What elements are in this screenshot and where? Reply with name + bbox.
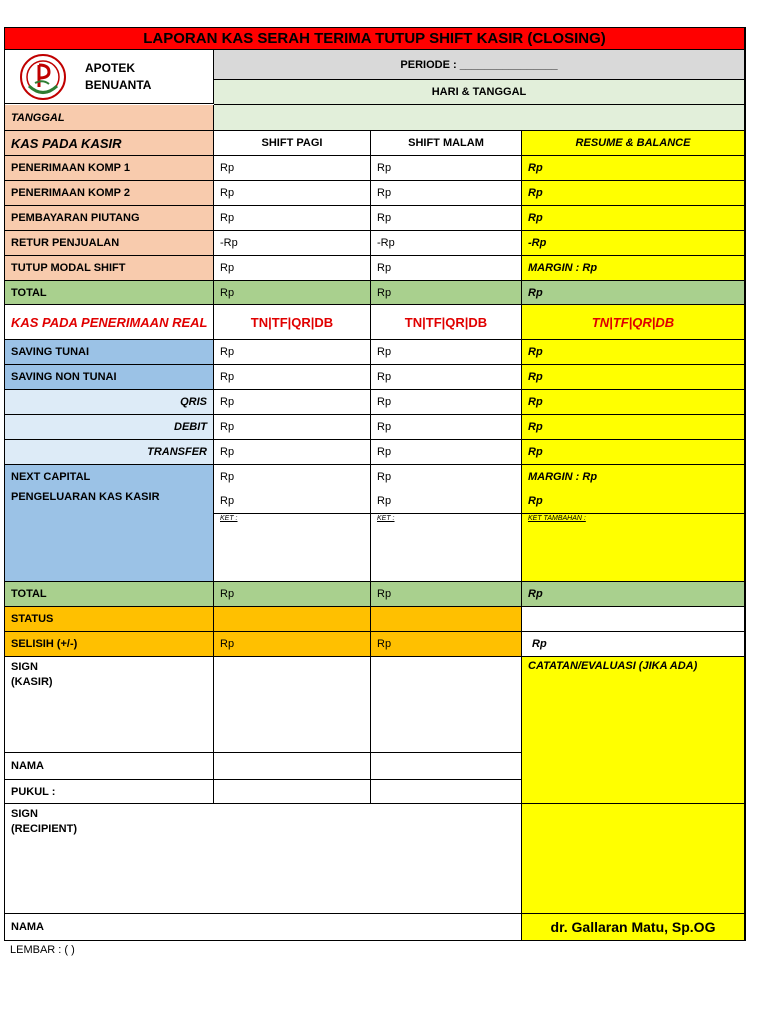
- sign-kasir-label: SIGN (KASIR): [5, 657, 214, 753]
- pengeluaran-label: PENGELUARAN KAS KASIR: [5, 488, 214, 582]
- nama-malam[interactable]: [371, 753, 522, 780]
- kas-row-resume[interactable]: MARGIN : Rp: [522, 256, 745, 281]
- kas-row-malam[interactable]: Rp: [371, 181, 522, 206]
- real-row-malam[interactable]: Rp: [371, 415, 522, 440]
- total2-pagi[interactable]: Rp: [214, 582, 371, 607]
- kas-row-resume[interactable]: -Rp: [522, 231, 745, 256]
- recipient-signature-area[interactable]: [522, 804, 745, 914]
- selisih-label: SELISIH (+/-): [5, 632, 214, 657]
- kas-row-resume[interactable]: Rp: [522, 206, 745, 231]
- payment-methods-resume: TN|TF|QR|DB: [522, 305, 745, 340]
- real-row-resume[interactable]: Rp: [522, 390, 745, 415]
- real-row-pagi[interactable]: Rp: [214, 465, 371, 490]
- real-row-malam[interactable]: Rp: [371, 365, 522, 390]
- real-row-pagi[interactable]: Rp: [214, 340, 371, 365]
- tanggal-field[interactable]: [214, 105, 745, 131]
- shift-pagi-header: SHIFT PAGI: [214, 131, 371, 156]
- real-row-malam[interactable]: Rp: [371, 340, 522, 365]
- real-row-label: SAVING NON TUNAI: [5, 365, 214, 390]
- real-row-pagi[interactable]: Rp: [214, 365, 371, 390]
- selisih-pagi[interactable]: Rp: [214, 632, 371, 657]
- kas-row-label: PENERIMAAN KOMP 1: [5, 156, 214, 181]
- lembar-label: LEMBAR : ( ): [10, 944, 75, 956]
- ket-tambahan-field[interactable]: KET TAMBAHAN :: [522, 514, 745, 582]
- nama-recipient-label: NAMA: [5, 914, 522, 940]
- status-label: STATUS: [5, 607, 214, 632]
- kas-row-label: TUTUP MODAL SHIFT: [5, 256, 214, 281]
- kas-row-label: PEMBAYARAN PIUTANG: [5, 206, 214, 231]
- kas-row-malam[interactable]: Rp: [371, 156, 522, 181]
- company-block: [5, 50, 214, 104]
- kas-row-pagi[interactable]: Rp: [214, 181, 371, 206]
- catatan-field[interactable]: CATATAN/EVALUASI (JIKA ADA): [522, 657, 745, 804]
- selisih-malam[interactable]: Rp: [371, 632, 522, 657]
- real-row-resume[interactable]: MARGIN : Rp: [522, 465, 745, 490]
- sign-kasir-pagi[interactable]: [214, 657, 371, 753]
- real-row-label: QRIS: [5, 390, 214, 415]
- total-malam[interactable]: Rp: [371, 281, 522, 305]
- status-pagi[interactable]: [214, 607, 371, 632]
- tanggal-label: TANGGAL: [5, 105, 214, 131]
- kas-row-pagi[interactable]: Rp: [214, 156, 371, 181]
- kas-row-malam[interactable]: Rp: [371, 256, 522, 281]
- kas-row-pagi[interactable]: Rp: [214, 256, 371, 281]
- kas-row-pagi[interactable]: -Rp: [214, 231, 371, 256]
- report-sheet: [4, 27, 746, 941]
- pengeluaran-malam[interactable]: Rp: [371, 488, 522, 514]
- real-row-malam[interactable]: Rp: [371, 440, 522, 465]
- total2-label: TOTAL: [5, 582, 214, 607]
- doctor-name: dr. Gallaran Matu, Sp.OG: [522, 914, 745, 940]
- real-row-resume[interactable]: Rp: [522, 415, 745, 440]
- real-row-label: DEBIT: [5, 415, 214, 440]
- real-row-malam[interactable]: Rp: [371, 465, 522, 490]
- total2-malam[interactable]: Rp: [371, 582, 522, 607]
- kas-row-malam[interactable]: Rp: [371, 206, 522, 231]
- pukul-malam[interactable]: [371, 780, 522, 804]
- kas-row-resume[interactable]: Rp: [522, 181, 745, 206]
- kas-kasir-section-label: KAS PADA KASIR: [5, 131, 214, 156]
- company-name: APOTEK BENUANTA: [85, 60, 152, 92]
- report-title: LAPORAN KAS SERAH TERIMA TUTUP SHIFT KASIR (CLOSING): [5, 28, 745, 50]
- selisih-resume[interactable]: Rp: [522, 632, 745, 657]
- hari-tanggal-field[interactable]: HARI & TANGGAL: [214, 80, 745, 105]
- status-malam[interactable]: [371, 607, 522, 632]
- real-row-label: NEXT CAPITAL: [5, 465, 214, 490]
- kas-row-label: RETUR PENJUALAN: [5, 231, 214, 256]
- kas-row-malam[interactable]: -Rp: [371, 231, 522, 256]
- real-row-label: TRANSFER: [5, 440, 214, 465]
- pengeluaran-resume[interactable]: Rp: [522, 488, 745, 514]
- resume-header: RESUME & BALANCE: [522, 131, 745, 156]
- total-resume[interactable]: Rp: [522, 281, 745, 305]
- ket-malam-field[interactable]: KET :: [371, 514, 522, 582]
- pukul-label: PUKUL :: [5, 780, 214, 804]
- real-row-pagi[interactable]: Rp: [214, 440, 371, 465]
- real-row-label: SAVING TUNAI: [5, 340, 214, 365]
- status-resume[interactable]: [522, 607, 745, 632]
- nama-label: NAMA: [5, 753, 214, 780]
- total2-resume[interactable]: Rp: [522, 582, 745, 607]
- periode-field[interactable]: PERIODE : ________________: [214, 50, 745, 80]
- apotek-logo-icon: [19, 53, 67, 101]
- real-row-resume[interactable]: Rp: [522, 340, 745, 365]
- payment-methods-malam: TN|TF|QR|DB: [371, 305, 522, 340]
- pengeluaran-pagi[interactable]: Rp: [214, 488, 371, 514]
- kas-row-pagi[interactable]: Rp: [214, 206, 371, 231]
- total-label: TOTAL: [5, 281, 214, 305]
- ket-pagi-field[interactable]: KET :: [214, 514, 371, 582]
- sign-recipient-field[interactable]: SIGN (RECIPIENT): [5, 804, 522, 914]
- real-row-resume[interactable]: Rp: [522, 440, 745, 465]
- real-row-pagi[interactable]: Rp: [214, 390, 371, 415]
- kas-row-resume[interactable]: Rp: [522, 156, 745, 181]
- real-row-malam[interactable]: Rp: [371, 390, 522, 415]
- sign-kasir-malam[interactable]: [371, 657, 522, 753]
- shift-malam-header: SHIFT MALAM: [371, 131, 522, 156]
- kas-real-section-label: KAS PADA PENERIMAAN REAL: [5, 305, 214, 340]
- total-pagi[interactable]: Rp: [214, 281, 371, 305]
- nama-pagi[interactable]: [214, 753, 371, 780]
- payment-methods-pagi: TN|TF|QR|DB: [214, 305, 371, 340]
- real-row-resume[interactable]: Rp: [522, 365, 745, 390]
- pukul-pagi[interactable]: [214, 780, 371, 804]
- kas-row-label: PENERIMAAN KOMP 2: [5, 181, 214, 206]
- real-row-pagi[interactable]: Rp: [214, 415, 371, 440]
